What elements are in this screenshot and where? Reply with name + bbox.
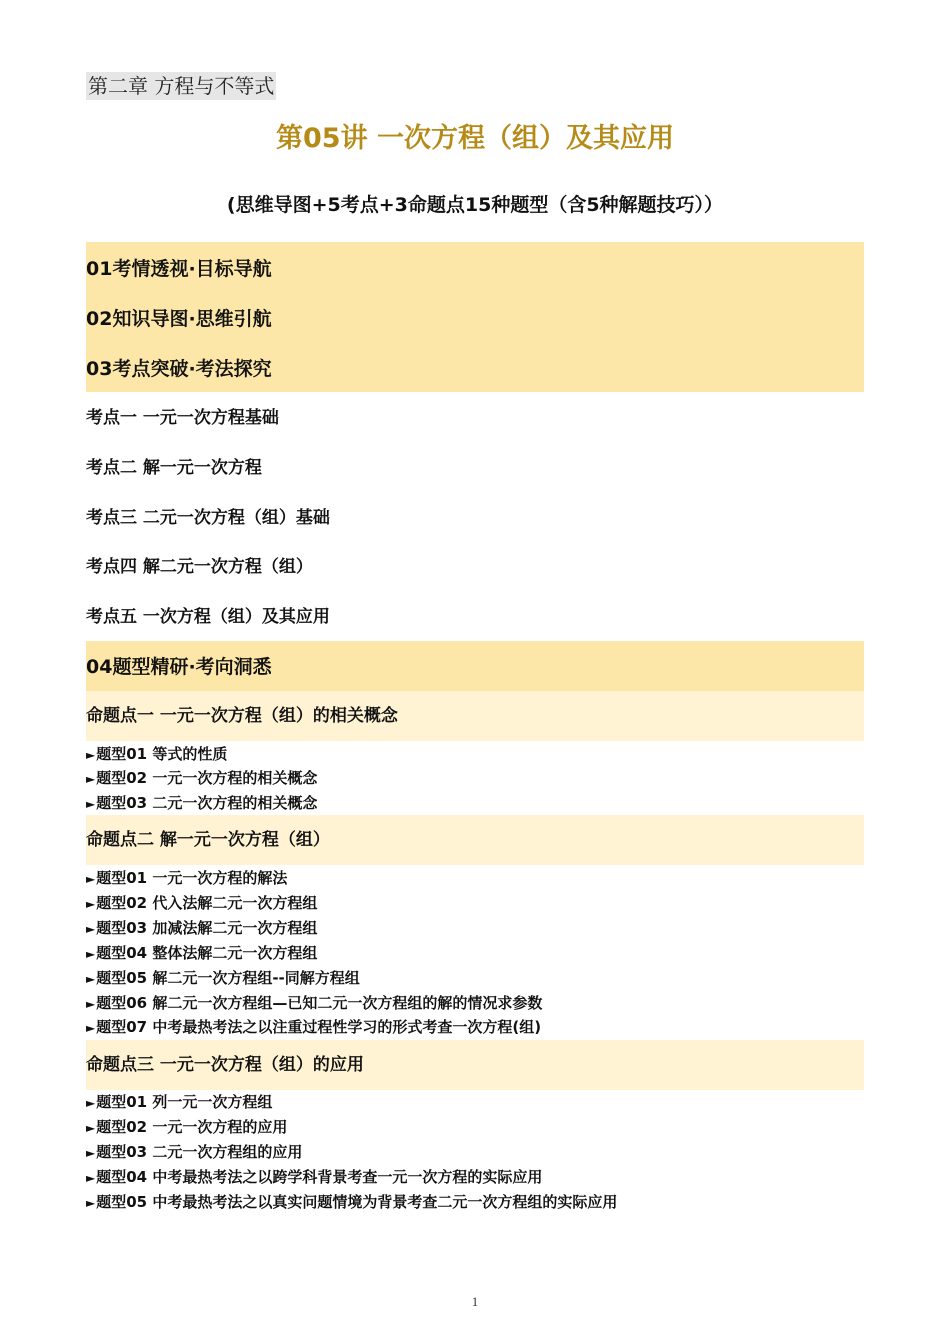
tixing-item xyxy=(86,793,317,813)
tixing-item xyxy=(86,918,317,938)
arrow-icon: ► xyxy=(86,897,96,911)
section-heading-04: 04题型精研·考向洞悉 xyxy=(86,656,272,678)
tixing-item xyxy=(86,993,542,1013)
arrow-icon: ► xyxy=(86,797,96,811)
kaodian-item: 考点五 一次方程（组）及其应用 xyxy=(86,607,330,627)
tixing-label: 题型01 等式的性质 xyxy=(96,745,228,763)
tixing-label: 题型06 解二元一次方程组—已知二元一次方程组的解的情况求参数 xyxy=(96,994,543,1012)
arrow-icon: ► xyxy=(86,1096,96,1110)
tixing-item xyxy=(86,968,360,988)
tixing-item xyxy=(86,1142,302,1162)
tixing-label: 题型05 解二元一次方程组--同解方程组 xyxy=(96,969,360,987)
tixing-item xyxy=(86,1017,541,1037)
arrow-icon: ► xyxy=(86,947,96,961)
tixing-item xyxy=(86,1092,272,1112)
tixing-label: 题型03 二元一次方程组的应用 xyxy=(96,1143,303,1161)
mingti-heading-2: 命题点二 解一元一次方程（组） xyxy=(86,830,330,850)
arrow-icon: ► xyxy=(86,1196,96,1210)
mingti-heading-1: 命题点一 一元一次方程（组）的相关概念 xyxy=(86,706,398,726)
arrow-icon: ► xyxy=(86,972,96,986)
tixing-item xyxy=(86,1167,542,1187)
arrow-icon: ► xyxy=(86,1171,96,1185)
arrow-icon: ► xyxy=(86,872,96,886)
tixing-label: 题型07 中考最热考法之以注重过程性学习的形式考查一次方程(组) xyxy=(96,1018,542,1036)
tixing-item xyxy=(86,868,287,888)
section-heading-01: 01考情透视·目标导航 xyxy=(86,258,272,280)
tixing-label: 题型03 加减法解二元一次方程组 xyxy=(96,919,318,937)
kaodian-item: 考点二 解一元一次方程 xyxy=(86,458,262,478)
kaodian-item: 考点四 解二元一次方程（组） xyxy=(86,557,313,577)
arrow-icon: ► xyxy=(86,922,96,936)
tixing-label: 题型05 中考最热考法之以真实问题情境为背景考查二元一次方程组的实际应用 xyxy=(96,1193,618,1211)
arrow-icon: ► xyxy=(86,772,96,786)
tixing-label: 题型02 一元一次方程的应用 xyxy=(96,1118,288,1136)
page-number: 1 xyxy=(471,1294,479,1309)
tixing-label: 题型04 中考最热考法之以跨学科背景考查一元一次方程的实际应用 xyxy=(96,1168,543,1186)
arrow-icon: ► xyxy=(86,1021,96,1035)
tixing-item xyxy=(86,1117,287,1137)
tixing-label: 题型04 整体法解二元一次方程组 xyxy=(96,944,318,962)
tixing-label: 题型02 代入法解二元一次方程组 xyxy=(96,894,318,912)
section-heading-03: 03考点突破·考法探究 xyxy=(86,358,272,380)
tixing-label: 题型03 二元一次方程的相关概念 xyxy=(96,794,318,812)
tixing-item xyxy=(86,744,227,764)
kaodian-item: 考点一 一元一次方程基础 xyxy=(86,408,279,428)
tixing-label: 题型02 一元一次方程的相关概念 xyxy=(96,769,318,787)
arrow-icon: ► xyxy=(86,748,96,762)
chapter-label: 第二章 方程与不等式 xyxy=(88,74,275,98)
tixing-label: 题型01 列一元一次方程组 xyxy=(96,1093,273,1111)
page-subtitle: (思维导图+5考点+3命题点15种题型（含5种解题技巧）） xyxy=(226,194,724,216)
arrow-icon: ► xyxy=(86,1146,96,1160)
tixing-item xyxy=(86,943,317,963)
section-heading-02: 02知识导图·思维引航 xyxy=(86,308,272,330)
tixing-item xyxy=(86,768,317,788)
tixing-item xyxy=(86,893,317,913)
arrow-icon: ► xyxy=(86,997,96,1011)
tixing-label: 题型01 一元一次方程的解法 xyxy=(96,869,288,887)
page-title: 第05讲 一次方程（组）及其应用 xyxy=(276,123,674,154)
kaodian-item: 考点三 二元一次方程（组）基础 xyxy=(86,508,330,528)
mingti-heading-3: 命题点三 一元一次方程（组）的应用 xyxy=(86,1055,364,1075)
tixing-item xyxy=(86,1192,617,1212)
arrow-icon: ► xyxy=(86,1121,96,1135)
